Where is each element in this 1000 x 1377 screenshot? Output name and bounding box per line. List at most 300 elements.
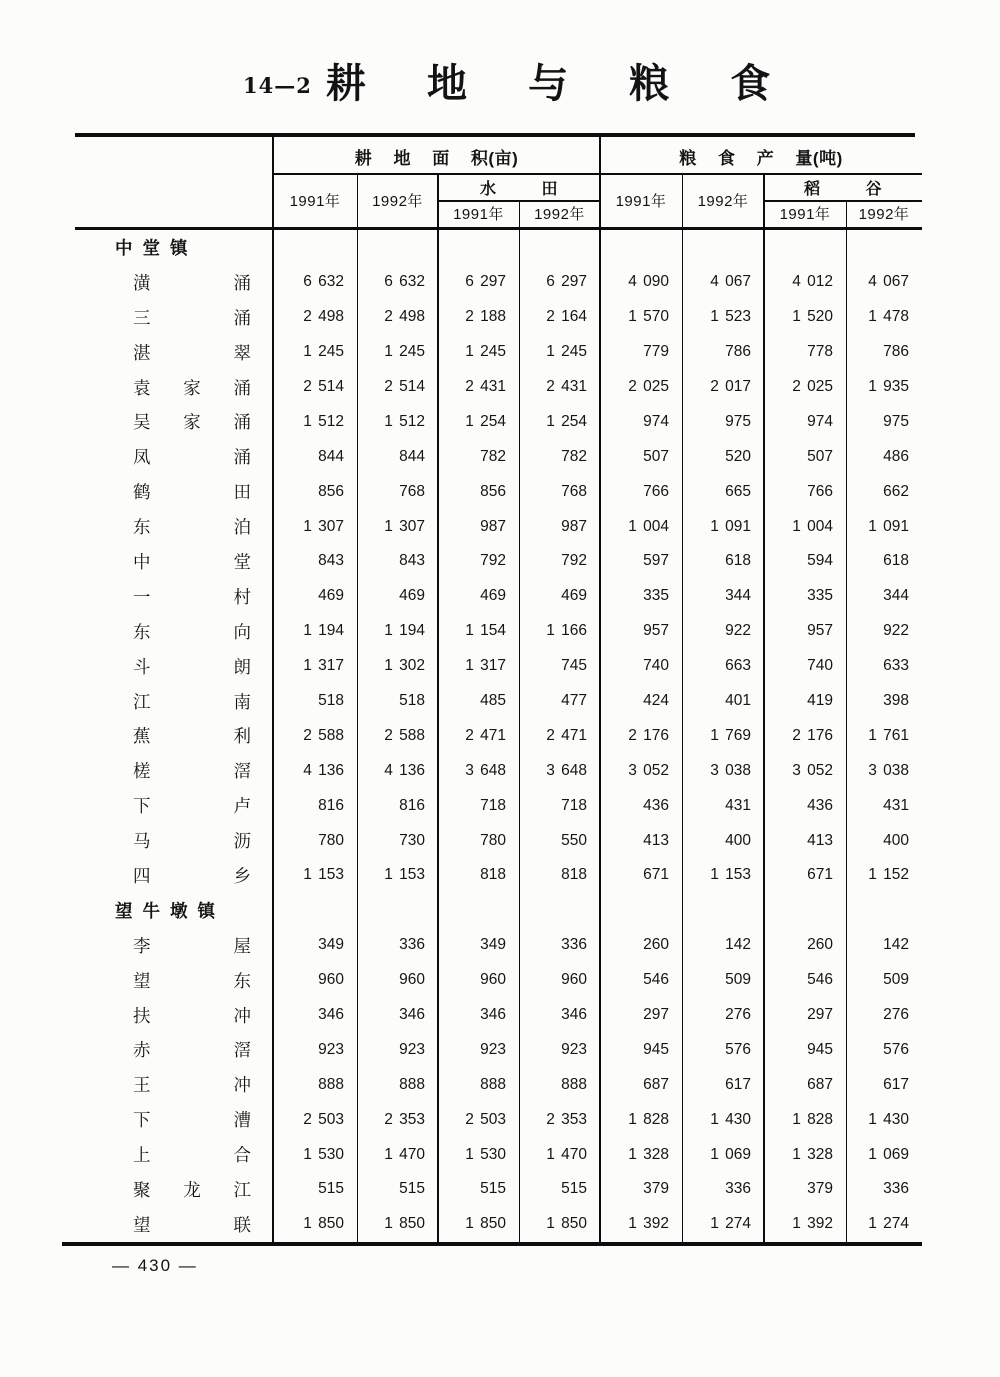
cell-value: 1 530: [465, 1145, 506, 1163]
header-rice: 稻 谷: [804, 180, 882, 198]
place-name-char: 下: [133, 1110, 151, 1131]
cell-value: 1 430: [868, 1110, 909, 1128]
cell-value: 518: [318, 692, 344, 710]
cell-value: 1 850: [303, 1215, 344, 1233]
table-row: [75, 1207, 922, 1242]
cell-value: 469: [480, 587, 506, 605]
cell-value: 1 245: [384, 343, 425, 361]
place-name-char: 吴: [133, 412, 151, 433]
table-row: [75, 928, 922, 963]
cell-value: 1 512: [384, 412, 425, 430]
row-label-cell: [75, 758, 273, 783]
cell-value: 975: [725, 412, 751, 430]
cell-value: 346: [480, 1006, 506, 1024]
cell-value: 297: [807, 1006, 833, 1024]
table-top-rule: [75, 133, 915, 137]
cell-value: 469: [561, 587, 587, 605]
cell-value: 509: [725, 971, 751, 989]
cell-value: 3 052: [628, 761, 669, 779]
row-label-cell: [75, 479, 273, 504]
cell-value: 1 850: [546, 1215, 587, 1233]
place-name-char: 斗: [133, 656, 151, 677]
cell-value: 379: [807, 1180, 833, 1198]
cell-value: 960: [399, 971, 425, 989]
place-name-char: 朗: [233, 656, 251, 677]
place-name-char: 望: [133, 1214, 151, 1235]
cell-value: 520: [725, 447, 751, 465]
cell-value: 2 514: [384, 378, 425, 395]
cell-value: 888: [318, 1075, 344, 1093]
cell-value: 1 307: [384, 517, 425, 535]
place-name-char: 涌: [233, 377, 251, 398]
table-body: [75, 230, 922, 1242]
row-label-cell: [75, 654, 273, 679]
cell-value: 509: [883, 971, 909, 989]
cell-value: 1 328: [792, 1145, 833, 1163]
cell-value: 335: [807, 587, 833, 605]
table-row: [75, 788, 922, 823]
cell-value: 945: [643, 1040, 669, 1058]
cell-value: 618: [725, 552, 751, 570]
place-name-char: 聚: [133, 1179, 151, 1200]
table-row: [75, 1067, 922, 1102]
row-label-cell: [75, 1072, 273, 1097]
cell-value: 662: [883, 482, 909, 500]
cell-value: 844: [318, 447, 344, 465]
cell-value: 2 514: [303, 378, 344, 395]
cell-value: 740: [643, 657, 669, 675]
place-name-char: 联: [233, 1214, 251, 1235]
place-name-char: 漕: [233, 1110, 251, 1131]
cell-value: 1 530: [303, 1145, 344, 1163]
cell-value: 1 570: [628, 308, 669, 326]
cell-value: 816: [399, 796, 425, 814]
cell-value: 766: [807, 482, 833, 500]
cell-value: 344: [725, 587, 751, 605]
cell-value: 398: [883, 692, 909, 710]
cell-value: 2 503: [303, 1110, 344, 1128]
place-name: [133, 409, 251, 434]
table-row: [75, 474, 922, 509]
row-label-cell: [75, 1212, 273, 1237]
cell-value: 546: [643, 971, 669, 989]
cell-value: 346: [318, 1006, 344, 1024]
cell-value: 1 769: [710, 726, 751, 744]
cell-value: 923: [561, 1040, 587, 1058]
cell-value: 1 317: [465, 657, 506, 675]
place-name: [133, 444, 251, 469]
cell-value: 1 478: [868, 308, 909, 326]
table-row: [75, 753, 922, 788]
header-land-area: 耕 地 面 积(亩): [354, 148, 519, 168]
place-name-char: 涌: [233, 412, 251, 433]
cell-value: 515: [480, 1180, 506, 1198]
cell-value: 1 761: [868, 726, 909, 744]
cell-value: 1 154: [465, 622, 506, 640]
cell-value: 1 828: [628, 1110, 669, 1128]
place-name-char: 合: [233, 1145, 251, 1166]
place-name-char: 上: [133, 1145, 151, 1166]
cell-value: 923: [318, 1040, 344, 1058]
place-name-char: 村: [233, 586, 251, 607]
table-row: [75, 718, 922, 753]
cell-value: 1 935: [868, 378, 909, 395]
cell-value: 4 136: [303, 761, 344, 779]
place-name: [133, 1107, 251, 1132]
cell-value: 400: [883, 831, 909, 849]
cell-value: 2 431: [465, 378, 506, 395]
cell-value: 768: [399, 482, 425, 500]
cell-value: 1 091: [868, 517, 909, 535]
place-name: [133, 1177, 251, 1202]
place-name-char: 涌: [233, 447, 251, 468]
cell-value: 960: [480, 971, 506, 989]
cell-value: 436: [643, 796, 669, 814]
table-row: [75, 649, 922, 684]
cell-value: 888: [561, 1075, 587, 1093]
cell-value: 2 588: [303, 726, 344, 744]
cell-value: 2 164: [546, 308, 587, 326]
place-name: [133, 479, 251, 504]
place-name-char: 蕉: [133, 726, 151, 747]
place-name: [133, 514, 251, 539]
row-label-cell: [75, 933, 273, 958]
table-row: [75, 1102, 922, 1137]
table-row: [75, 684, 922, 719]
cell-value: 1 470: [384, 1145, 425, 1163]
table-row: [75, 265, 922, 300]
row-label-cell: [75, 549, 273, 574]
row-label-cell: [75, 444, 273, 469]
cell-value: 2 176: [792, 726, 833, 744]
place-name-char: 李: [133, 935, 151, 956]
header-year-1992: 1992年: [372, 192, 423, 210]
cell-value: 477: [561, 692, 587, 710]
cell-value: 792: [480, 552, 506, 570]
table-row: [75, 370, 922, 405]
cell-value: 633: [883, 657, 909, 675]
cell-value: 922: [725, 622, 751, 640]
header-grain-1991: 1991年: [615, 192, 667, 210]
header-grain-1992: 1992年: [697, 192, 749, 210]
place-name: [133, 1072, 251, 1097]
cell-value: 2 498: [384, 308, 425, 326]
cell-value: 576: [883, 1040, 909, 1058]
cell-value: 431: [725, 796, 751, 814]
cell-value: 1 194: [384, 622, 425, 640]
place-name: [133, 933, 251, 958]
table-row: [75, 1172, 922, 1207]
place-name: [133, 1037, 251, 1062]
table-row: [75, 998, 922, 1033]
cell-value: 1 166: [546, 622, 587, 640]
cell-value: 768: [561, 482, 587, 500]
row-label-cell: [75, 584, 273, 609]
cell-value: 142: [725, 936, 751, 954]
place-name-char: 家: [183, 412, 201, 433]
cell-value: 2 503: [465, 1110, 506, 1128]
place-name-char: 江: [133, 691, 151, 712]
cell-value: 2 471: [465, 726, 506, 744]
cell-value: 780: [480, 831, 506, 849]
table-row: [75, 544, 922, 579]
row-label-cell: [75, 828, 273, 853]
place-name-char: 王: [133, 1075, 151, 1096]
cell-value: 665: [725, 482, 751, 500]
place-name-char: 乡: [233, 865, 251, 886]
place-name-char: 泊: [233, 517, 251, 538]
cell-value: 718: [561, 796, 587, 814]
table-title: 耕 地 与 粮 食: [325, 62, 771, 106]
cell-value: 419: [807, 692, 833, 710]
table-row: [75, 963, 922, 998]
town-group-label: 中堂镇: [115, 237, 198, 258]
header-paddy-1992: 1992年: [534, 206, 585, 223]
cell-value: 1 850: [384, 1215, 425, 1233]
cell-value: 2 353: [546, 1110, 587, 1128]
cell-value: 782: [480, 447, 506, 465]
place-name-char: 江: [233, 1179, 251, 1200]
cell-value: 1 153: [384, 866, 425, 884]
cell-value: 597: [643, 552, 669, 570]
cell-value: 3 648: [465, 761, 506, 779]
cell-value: 515: [561, 1180, 587, 1198]
cell-value: 975: [883, 412, 909, 430]
cell-value: 518: [399, 692, 425, 710]
place-name-char: 袁: [133, 377, 151, 398]
cell-value: 780: [318, 831, 344, 849]
cell-value: 336: [725, 1180, 751, 1198]
row-label-cell: [75, 1177, 273, 1202]
row-label-cell: [75, 409, 273, 434]
place-name: [133, 1003, 251, 1028]
cell-value: 1 523: [710, 308, 751, 326]
cell-value: 2 353: [384, 1110, 425, 1128]
place-name-char: 下: [133, 796, 151, 817]
cell-value: 2 025: [792, 378, 833, 395]
cell-value: 888: [399, 1075, 425, 1093]
cell-value: 617: [883, 1075, 909, 1093]
cell-value: 379: [643, 1180, 669, 1198]
cell-value: 1 274: [710, 1215, 751, 1233]
table-row: [75, 614, 922, 649]
header-paddy-field: 水 田: [480, 180, 558, 198]
cell-value: 1 430: [710, 1110, 751, 1128]
cell-value: 594: [807, 552, 833, 570]
cell-value: 945: [807, 1040, 833, 1058]
place-name-char: 龙: [183, 1179, 201, 1200]
cell-value: 718: [480, 796, 506, 814]
cell-value: 401: [725, 692, 751, 710]
cell-value: 550: [561, 831, 587, 849]
place-name: [133, 305, 251, 330]
cell-value: 818: [561, 866, 587, 884]
cell-value: 336: [561, 936, 587, 954]
statistics-table: [75, 133, 922, 1246]
cell-value: 1 153: [710, 866, 751, 884]
cell-value: 818: [480, 866, 506, 884]
cell-value: 346: [399, 1006, 425, 1024]
cell-value: 1 328: [628, 1145, 669, 1163]
cell-value: 671: [643, 866, 669, 884]
table-bottom-rule: [62, 1242, 922, 1246]
cell-value: 2 498: [303, 308, 344, 326]
place-name: [133, 723, 251, 748]
place-name: [133, 1212, 251, 1237]
place-name: [133, 689, 251, 714]
cell-value: 297: [643, 1006, 669, 1024]
place-name: [133, 968, 251, 993]
place-name-char: 鹤: [133, 482, 151, 503]
cell-value: 740: [807, 657, 833, 675]
page-number: — 430 —: [112, 1256, 198, 1275]
cell-value: 349: [480, 936, 506, 954]
cell-value: 923: [399, 1040, 425, 1058]
cell-value: 142: [883, 936, 909, 954]
place-name-char: 中: [133, 551, 151, 572]
cell-value: 663: [725, 657, 751, 675]
cell-value: 335: [643, 587, 669, 605]
cell-value: 413: [807, 831, 833, 849]
cell-value: 730: [399, 831, 425, 849]
cell-value: 856: [480, 482, 506, 500]
table-row: [75, 823, 922, 858]
place-name-char: 凤: [133, 447, 151, 468]
place-name-char: 望: [133, 970, 151, 991]
cell-value: 507: [807, 447, 833, 465]
row-label-cell: [75, 375, 273, 400]
cell-value: 6 632: [384, 273, 425, 291]
place-name: [133, 1142, 251, 1167]
cell-value: 436: [807, 796, 833, 814]
cell-value: 336: [399, 936, 425, 954]
cell-value: 778: [807, 343, 833, 361]
cell-value: 1 392: [792, 1215, 833, 1233]
row-label-cell: [75, 898, 273, 923]
cell-value: 4 012: [792, 273, 833, 291]
cell-value: 4 136: [384, 761, 425, 779]
table-row: [75, 579, 922, 614]
cell-value: 1 470: [546, 1145, 587, 1163]
table-row: [75, 1137, 922, 1172]
cell-value: 6 632: [303, 273, 344, 291]
cell-value: 618: [883, 552, 909, 570]
cell-value: 843: [399, 552, 425, 570]
place-name-char: 冲: [233, 1075, 251, 1096]
cell-value: 888: [480, 1075, 506, 1093]
cell-value: 1 392: [628, 1215, 669, 1233]
cell-value: 276: [883, 1006, 909, 1024]
cell-value: 1 245: [303, 343, 344, 361]
cell-value: 974: [807, 412, 833, 430]
town-group-label: 望牛墩镇: [115, 900, 225, 921]
cell-value: 576: [725, 1040, 751, 1058]
cell-value: 782: [561, 447, 587, 465]
cell-value: 987: [561, 517, 587, 535]
cell-value: 974: [643, 412, 669, 430]
cell-value: 1 069: [868, 1145, 909, 1163]
row-label-cell: [75, 689, 273, 714]
place-name-char: 向: [233, 621, 251, 642]
table-row: [75, 858, 922, 893]
place-name-char: 四: [133, 865, 151, 886]
place-name-char: 湛: [133, 342, 151, 363]
cell-value: 1 091: [710, 517, 751, 535]
row-label-cell: [75, 968, 273, 993]
cell-value: 856: [318, 482, 344, 500]
cell-value: 922: [883, 622, 909, 640]
cell-value: 617: [725, 1075, 751, 1093]
place-name-char: 扶: [133, 1005, 151, 1026]
cell-value: 786: [725, 343, 751, 361]
place-name: [133, 863, 251, 888]
cell-value: 1 317: [303, 657, 344, 675]
cell-value: 346: [561, 1006, 587, 1024]
row-label-cell: [75, 863, 273, 888]
header-rice-1992: 1992年: [858, 206, 910, 223]
cell-value: 1 274: [868, 1215, 909, 1233]
cell-value: 745: [561, 657, 587, 675]
cell-value: 687: [643, 1075, 669, 1093]
cell-value: 260: [643, 936, 669, 954]
group-row: [75, 230, 922, 265]
header-rice-1991: 1991年: [779, 206, 831, 223]
table-row: [75, 404, 922, 439]
cell-value: 413: [643, 831, 669, 849]
cell-value: 4 067: [710, 273, 751, 291]
row-label-cell: [75, 514, 273, 539]
cell-value: 1 828: [792, 1110, 833, 1128]
place-name-char: 涌: [233, 272, 251, 293]
cell-value: 792: [561, 552, 587, 570]
row-label-cell: [75, 1003, 273, 1028]
cell-value: 1 512: [303, 412, 344, 430]
header-grain-output: 粮 食 产 量(吨): [679, 148, 843, 168]
header-year-1991: 1991年: [289, 192, 341, 210]
table-row: [75, 439, 922, 474]
cell-value: 671: [807, 866, 833, 884]
place-name-char: 屋: [233, 935, 251, 956]
cell-value: 469: [399, 587, 425, 605]
row-label-cell: [75, 340, 273, 365]
cell-value: 1 520: [792, 308, 833, 326]
cell-value: 344: [883, 587, 909, 605]
place-name-char: 南: [233, 691, 251, 712]
place-name-char: 潢: [133, 272, 151, 293]
cell-value: 515: [399, 1180, 425, 1198]
cell-value: 844: [399, 447, 425, 465]
cell-value: 2 017: [710, 378, 751, 395]
cell-value: 507: [643, 447, 669, 465]
place-name-char: 冲: [233, 1005, 251, 1026]
cell-value: 957: [643, 622, 669, 640]
place-name: [133, 758, 251, 783]
row-label-cell: [75, 723, 273, 748]
cell-value: 2 588: [384, 726, 425, 744]
place-name: [133, 270, 251, 295]
place-name: [133, 654, 251, 679]
row-label-cell: [75, 1142, 273, 1167]
place-name: [133, 619, 251, 644]
cell-value: 1 307: [303, 517, 344, 535]
cell-value: 4 067: [868, 273, 909, 291]
place-name-char: 一: [133, 586, 151, 607]
table-row: [75, 335, 922, 370]
place-name-char: 利: [233, 726, 251, 747]
cell-value: 6 297: [465, 273, 506, 291]
cell-value: 1 302: [384, 657, 425, 675]
cell-value: 960: [561, 971, 587, 989]
